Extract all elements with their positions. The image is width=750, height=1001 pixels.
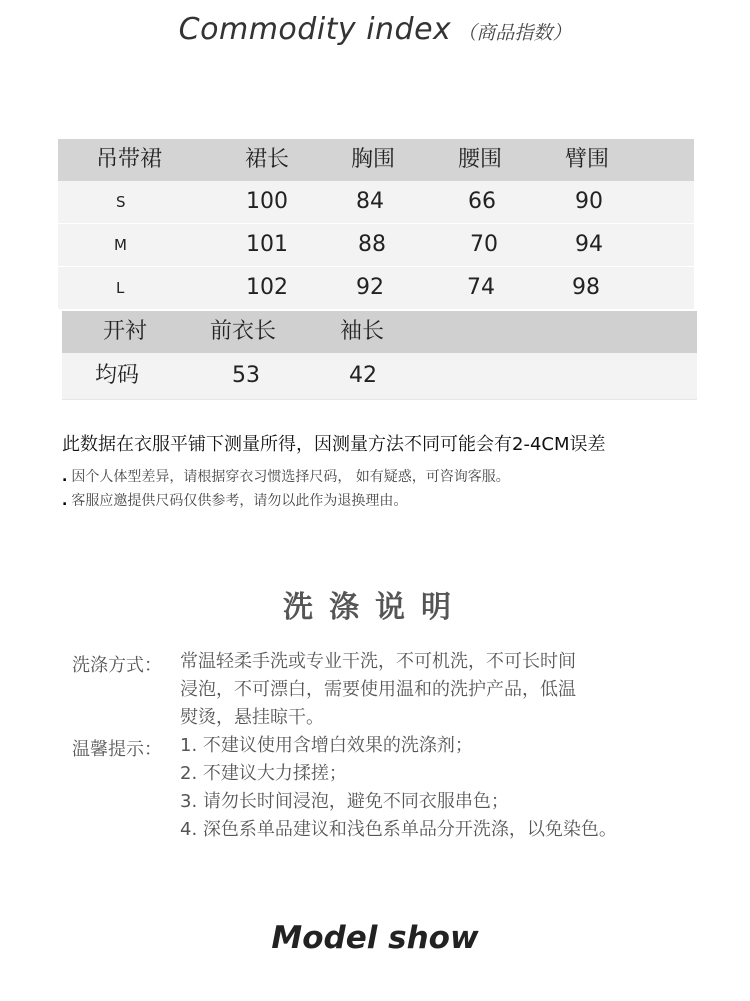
wash-line: 熨烫，悬挂晾干。 <box>180 707 324 728</box>
note-text: 客服应邀提供尺码仅供参考，请勿以此作为退换理由。 <box>71 493 408 509</box>
wash-method-text <box>180 648 576 732</box>
tip-item: 2. 不建议大力揉搓； <box>180 763 347 784</box>
size-cell: M <box>114 236 127 254</box>
size-table-header <box>58 139 694 181</box>
value-cell: 101 <box>246 232 288 257</box>
bullet-icon: . <box>62 493 68 509</box>
wash-method-label: 洗涤方式： <box>72 655 162 676</box>
value-cell: 90 <box>575 189 603 214</box>
tip-item: 1. 不建议使用含增白效果的洗涤剂； <box>180 735 473 756</box>
value-cell: 98 <box>572 275 600 300</box>
wash-line: 浸泡，不可漂白，需要使用温和的洗护产品，低温 <box>180 679 576 700</box>
column-header: 胸围 <box>351 147 396 172</box>
value-cell: 100 <box>246 189 288 214</box>
value-cell: 88 <box>358 232 386 257</box>
note-text: 因个人体型差异，请根据穿衣习惯选择尺码， 如有疑惑，可咨询客服。 <box>71 469 510 485</box>
value-cell: 102 <box>246 275 288 300</box>
table-row <box>58 224 694 267</box>
tip-item: 3. 请勿长时间浸泡，避免不同衣服串色； <box>180 791 509 812</box>
title-main: Commodity index <box>178 12 452 47</box>
column-header: 开衬 <box>103 319 148 344</box>
shirt-table-header <box>62 311 697 353</box>
value-cell: 42 <box>349 363 377 388</box>
column-header: 臂围 <box>565 147 610 172</box>
column-header: 裙长 <box>245 147 290 172</box>
title-subtitle: （商品指数） <box>457 22 572 44</box>
value-cell: 70 <box>470 232 498 257</box>
column-header: 腰围 <box>458 147 503 172</box>
size-cell: 均码 <box>95 363 140 388</box>
page-title <box>0 12 750 47</box>
shirt-table <box>62 311 697 400</box>
measurement-note: 此数据在衣服平铺下测量所得，因测量方法不同可能会有2-4CM误差 <box>62 434 606 455</box>
bullet-icon: . <box>62 469 68 485</box>
table-row <box>58 181 694 224</box>
size-table <box>58 139 694 310</box>
table-row <box>58 267 694 310</box>
washing-title: 洗涤说明 <box>283 590 467 625</box>
value-cell: 74 <box>467 275 495 300</box>
model-show-heading: Model show <box>271 920 479 956</box>
wash-tips-list <box>180 732 617 844</box>
value-cell: 66 <box>468 189 496 214</box>
wash-line: 常温轻柔手洗或专业干洗，不可机洗，不可长时间 <box>180 651 576 672</box>
table-row <box>62 353 697 400</box>
value-cell: 92 <box>356 275 384 300</box>
note-line <box>62 466 510 486</box>
value-cell: 53 <box>232 363 260 388</box>
value-cell: 94 <box>575 232 603 257</box>
value-cell: 84 <box>356 189 384 214</box>
column-header: 前衣长 <box>210 319 277 344</box>
note-line <box>62 490 407 510</box>
column-header: 吊带裙 <box>96 147 163 172</box>
size-cell: L <box>116 279 125 297</box>
size-cell: S <box>116 193 126 211</box>
column-header: 袖长 <box>340 319 385 344</box>
tip-item: 4. 深色系单品建议和浅色系单品分开洗涤，以免染色。 <box>180 819 617 840</box>
wash-tips-label: 温馨提示： <box>72 739 162 760</box>
